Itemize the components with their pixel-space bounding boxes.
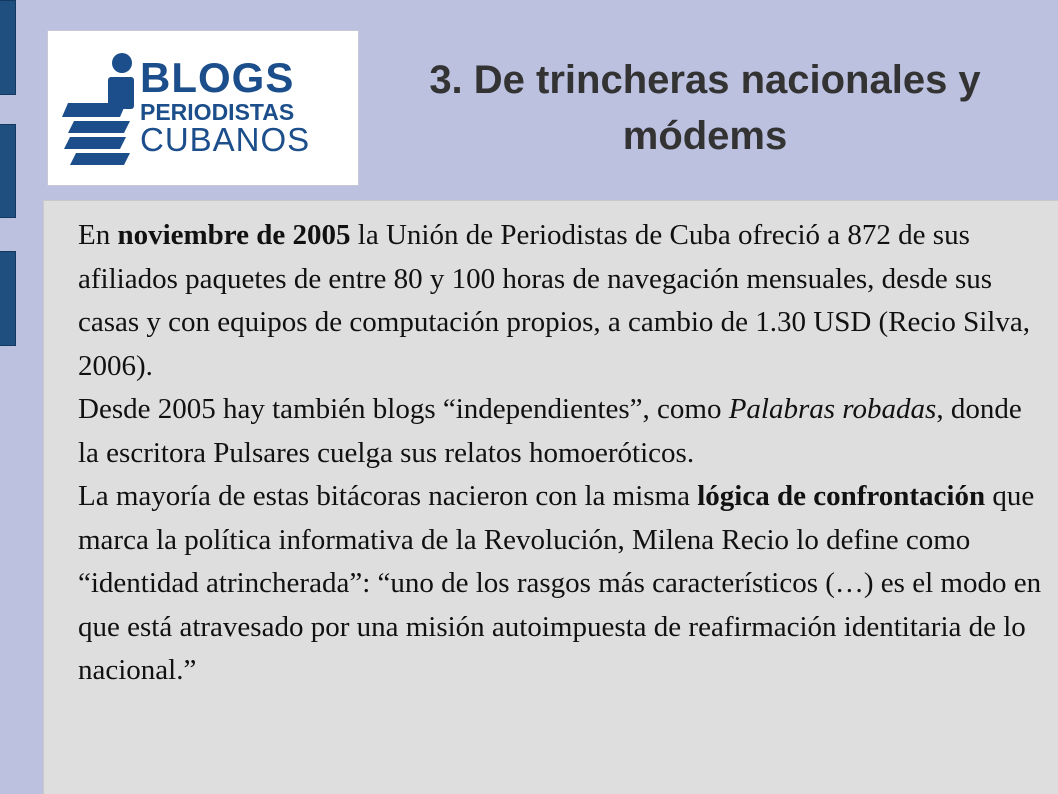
paragraph-independent-blogs	[78, 388, 1048, 475]
slide-title-line1: 3. De trincheras nacionales y	[429, 58, 981, 102]
slide-side-tab	[0, 251, 16, 346]
text-run: Desde 2005 hay también blogs “independientes”, como	[78, 393, 729, 425]
blogs-periodistas-cubanos-logo	[47, 30, 359, 186]
text-run: la Unión de Periodistas de Cuba ofreció a 872 de sus afiliados paquetes de entre 80 y 100 horas de navegación mensuales, desde sus casas y con equipos de computación propios, a cambio de 1.30 USD (Recio Silva, 2006).	[78, 219, 1030, 382]
slide-title-line2: módems	[622, 114, 788, 158]
italic-blog-name: Palabras robadas	[728, 393, 937, 425]
paragraph-confrontation-logic	[78, 475, 1048, 693]
slide-side-tab	[0, 124, 16, 218]
text-run: En	[78, 219, 118, 251]
logo-line-periodistas: PERIODISTAS	[140, 99, 295, 125]
text-run: , donde la escritora Pulsares cuelga sus relatos homoeróticos.	[78, 393, 1022, 469]
logo-wordmark	[140, 54, 311, 158]
logo-line-cubanos: CUBANOS	[140, 121, 311, 158]
slide-side-tab	[0, 0, 16, 95]
text-run: La mayoría de estas bitácoras nacieron con la misma	[78, 480, 698, 512]
paragraph-ujc-internet	[78, 214, 1048, 388]
slide-title	[370, 52, 1040, 164]
bold-confrontation: lógica de confrontación	[697, 480, 986, 512]
logo-line-blogs: BLOGS	[140, 54, 295, 101]
bold-date: noviembre de 2005	[117, 219, 351, 251]
slide-body	[78, 214, 1048, 693]
text-run: que marca la política informativa de la Revolución, Milena Recio lo define como “identidad atrincherada”: “uno de los rasgos más característicos (…) es el modo en que está atravesado por una misión autoimpuesta de reafirmación identitaria de lo nacional.”	[78, 480, 1042, 686]
logo-figure-icon	[56, 41, 146, 181]
